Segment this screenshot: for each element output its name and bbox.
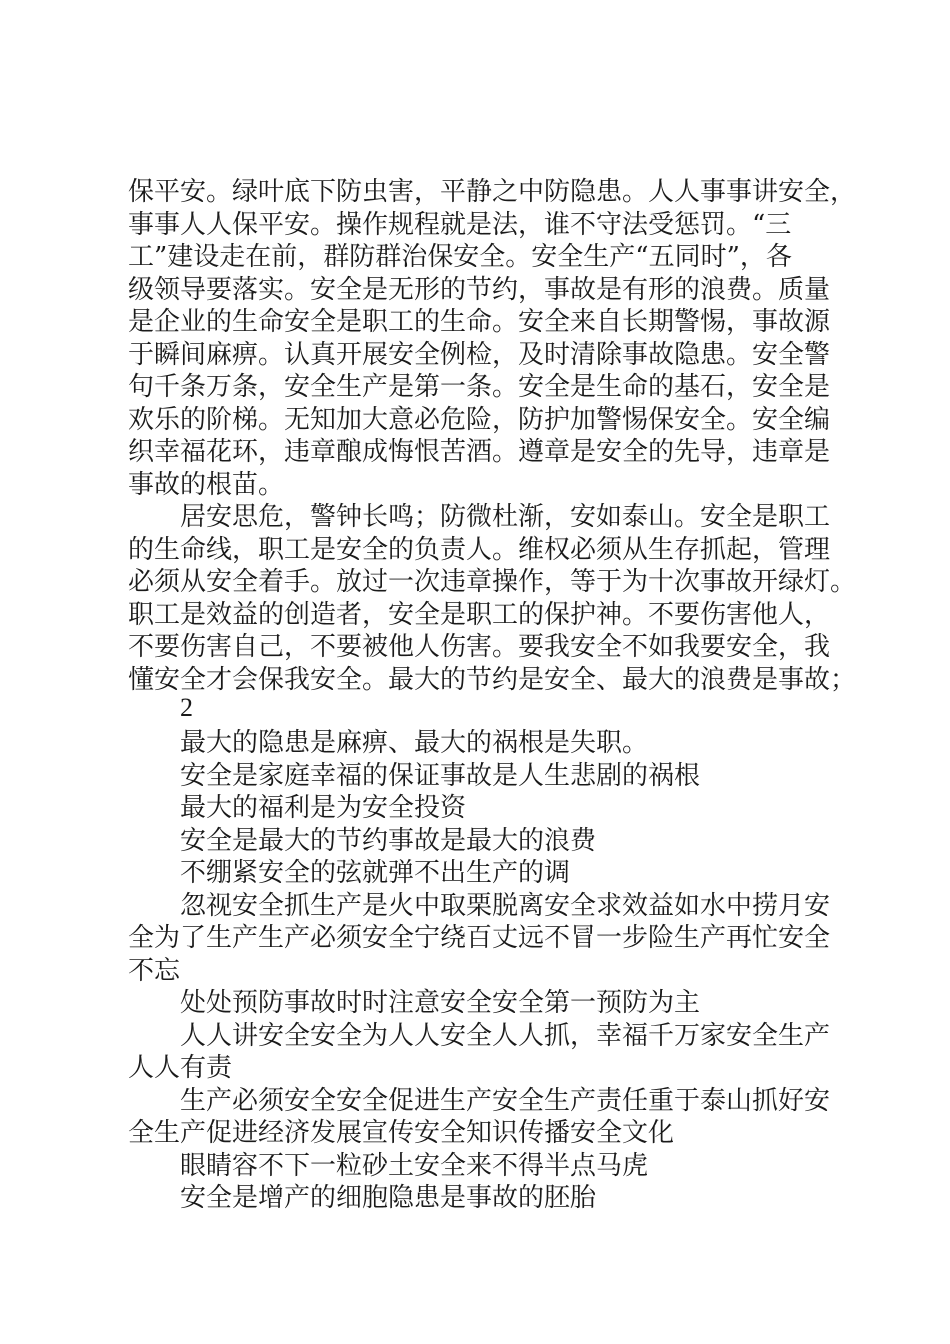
text-line: 懂安全才会保我安全。最大的节约是安全、最大的浪费是事故； [128, 664, 857, 695]
text-line: 安全是最大的节约事故是最大的浪费 [180, 825, 597, 856]
text-line: 忽视安全抓生产是火中取栗脱离安全求效益如水中捞月安 [180, 890, 831, 921]
text-line: 安全是增产的细胞隐患是事故的胚胎 [180, 1183, 597, 1213]
text-line: 事事人人保平安。操作规程就是法，谁不守法受惩罚。“三 [128, 209, 792, 240]
text-line: 的生命线，职工是安全的负责人。维权必须从生存抓起，管理 [128, 534, 831, 565]
text-line: 必须从安全着手。放过一次违章操作，等于为十次事故开绿灯。 [128, 567, 857, 597]
text-line: 最大的福利是为安全投资 [180, 793, 467, 823]
text-line: 人人讲安全安全为人人安全人人抓，幸福千万家安全生产 [180, 1020, 831, 1051]
text-line: 保平安。绿叶底下防虫害，平静之中防隐患。人人事事讲安全， [128, 177, 857, 207]
text-line: 不忘 [128, 955, 181, 986]
text-line: 处处预防事故时时注意安全安全第一预防为主 [180, 988, 701, 1018]
text-line: 不要伤害自己，不要被他人伤害。要我安全不如我要安全，我 [128, 632, 831, 662]
text-line: 工”建设走在前，群防群治保安全。安全生产“五同时”，各 [128, 242, 792, 272]
text-line: 句千条万条，安全生产是第一条。安全是生命的基石，安全是 [128, 372, 831, 402]
text-line: 织幸福花环，违章酿成悔恨苦酒。遵章是安全的先导，违章是 [128, 437, 831, 467]
text-line: 全生产促进经济发展宣传安全知识传播安全文化 [128, 1118, 675, 1148]
text-line: 于瞬间麻痹。认真开展安全例检，及时清除事故隐患。安全警 [128, 339, 831, 370]
text-line: 欢乐的阶梯。无知加大意必危险，防护加警惕保安全。安全编 [128, 404, 831, 435]
text-line: 不绷紧安全的弦就弹不出生产的调 [180, 858, 571, 888]
text-line: 最大的隐患是麻痹、最大的祸根是失职。 [180, 728, 649, 758]
text-line: 事故的根苗。 [128, 469, 285, 500]
text-line: 人人有责 [128, 1053, 233, 1083]
text-line: 职工是效益的创造者，安全是职工的保护神。不要伤害他人， [128, 599, 831, 630]
text-line: 眼睛容不下一粒砂土安全来不得半点马虎 [180, 1150, 649, 1181]
upper-text-block [128, 176, 857, 696]
text-line: 安全是家庭幸福的保证事故是人生悲剧的祸根 [180, 760, 701, 791]
text-line: 居安思危，警钟长鸣；防微杜渐，安如泰山。安全是职工 [180, 502, 831, 532]
page-number: 2 [180, 693, 193, 722]
lower-text-block [128, 727, 831, 1215]
text-line: 生产必须安全安全促进生产安全生产责任重于泰山抓好安 [180, 1085, 831, 1116]
text-line: 全为了生产生产必须安全宁绕百丈远不冒一步险生产再忙安全 [128, 923, 831, 953]
text-line: 是企业的生命安全是职工的生命。安全来自长期警惕，事故源 [128, 307, 831, 337]
text-line: 级领导要落实。安全是无形的节约，事故是有形的浪费。质量 [128, 274, 831, 305]
